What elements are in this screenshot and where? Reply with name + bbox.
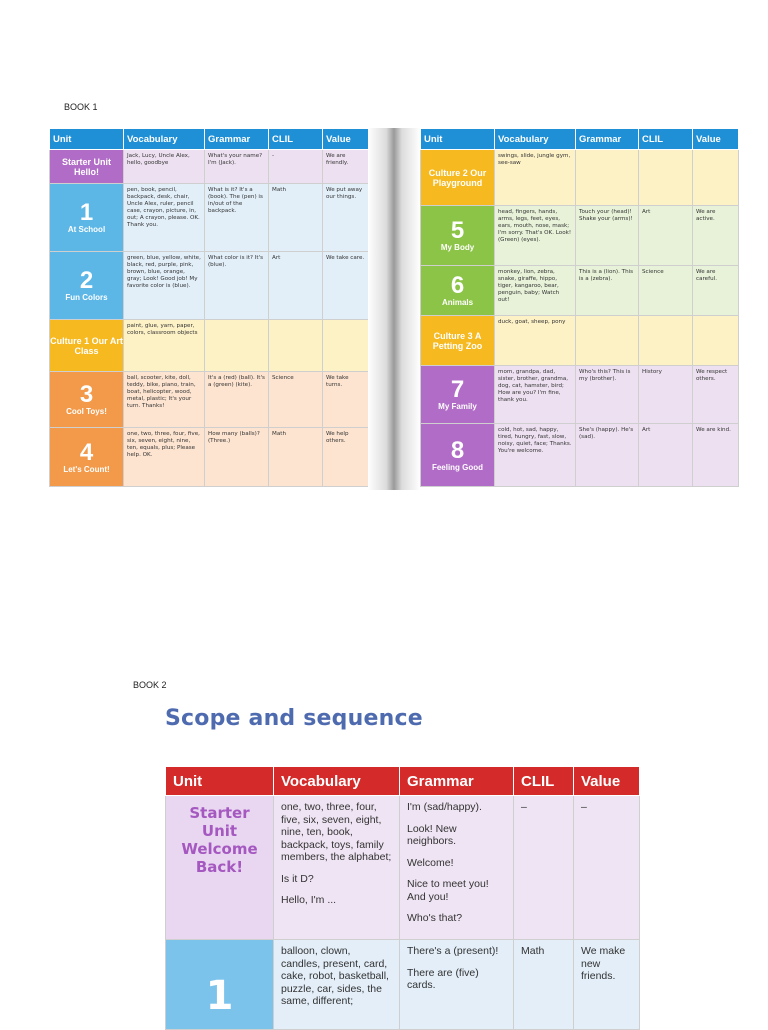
unit-cell: [421, 366, 495, 424]
vocabulary-cell: duck, goat, sheep, pony: [495, 316, 576, 366]
clil-cell: Math: [514, 940, 574, 1030]
grammar-text: I'm (sad/happy).: [407, 801, 482, 813]
grammar-cell: [205, 320, 269, 372]
vocabulary-cell: head, fingers, hands, arms, legs, feet, eyes, ears, mouth, nose, mask; I'm sorry. That's OK. Look! (Green) (eyes).: [495, 206, 576, 266]
unit-cell: [421, 316, 495, 366]
book1-left-row: [50, 428, 369, 487]
vocabulary-text: one, two, three, four, five, six, seven, eight, nine, ten, book, backpack, toys, family members, the alphabet;: [281, 801, 392, 863]
book1-left-header-unit: Unit: [50, 129, 124, 150]
grammar-cell: This is a (lion). This is a (zebra).: [576, 266, 639, 316]
clil-cell: Art: [639, 424, 693, 487]
page-title: Scope and sequence: [165, 706, 423, 731]
value-cell: We help others.: [323, 428, 369, 487]
grammar-cell: [400, 796, 514, 940]
value-cell: We take care.: [323, 252, 369, 320]
book1-right-table: [420, 128, 739, 487]
book1-right-header-grammar: Grammar: [576, 129, 639, 150]
unit-number: 6: [450, 272, 465, 299]
unit-cell: [50, 150, 124, 184]
grammar-text: Look! New neighbors.: [407, 822, 457, 847]
grammar-cell: It's a (red) (ball). It's a (green) (kite).: [205, 372, 269, 428]
book2-header-vocabulary: Vocabulary: [274, 767, 400, 796]
vocabulary-cell: green, blue, yellow, white, black, red, purple, pink, brown, blue, orange, gray; Look! Good job! My favorite color is (blue).: [124, 252, 205, 320]
book1-right-row: [421, 150, 739, 206]
book1-left-table: [49, 128, 369, 487]
grammar-cell: [400, 940, 514, 1030]
unit-name: Cool Toys!: [66, 407, 107, 416]
book1-left-header-grammar: Grammar: [205, 129, 269, 150]
unit-name: At School: [67, 225, 106, 234]
unit-cell: [50, 372, 124, 428]
unit-name: Starter Unit Hello!: [61, 156, 111, 177]
vocabulary-cell: monkey, lion, zebra, snake, giraffe, hippo, tiger, kangaroo, bear, penguin, baby; Watch out!: [495, 266, 576, 316]
vocabulary-cell: Jack, Lucy, Uncle Alex, hello, goodbye: [124, 150, 205, 184]
book1-right-row: [421, 424, 739, 487]
clil-cell: Art: [639, 206, 693, 266]
unit-number: 3: [79, 381, 94, 408]
book-gutter: [368, 128, 420, 490]
unit-name: Feeling Good: [431, 462, 484, 472]
grammar-text: There's a (present)!: [407, 945, 499, 957]
book1-right-row: [421, 266, 739, 316]
clil-cell: Art: [269, 252, 323, 320]
book2-label: BOOK 2: [133, 680, 167, 690]
unit-name: Unit: [201, 822, 238, 840]
grammar-text: Who's that?: [407, 912, 463, 924]
vocabulary-cell: paint, glue, yarn, paper, colors, classroom objects: [124, 320, 205, 372]
vocabulary-cell: cold, hot, sad, happy, tired, hungry, fast, slow, noisy, quiet, face; Thanks. You're welcome.: [495, 424, 576, 487]
vocabulary-text: Is it D?: [281, 872, 314, 885]
grammar-text: There are (five) cards.: [407, 966, 479, 991]
book1-left-header-row: [50, 129, 369, 150]
unit-name: Fun Colors: [65, 293, 108, 302]
value-cell: We are active.: [693, 206, 739, 266]
vocabulary-cell: mom, grandpa, dad, sister, brother, grandma, dog, cat, hamster, bird; How are you? I'm fine, thank you.: [495, 366, 576, 424]
clil-cell: [639, 150, 693, 206]
clil-cell: Science: [639, 266, 693, 316]
grammar-cell: What's your name? I'm (Jack).: [205, 150, 269, 184]
grammar-text: Nice to meet you! And you!: [407, 878, 489, 903]
clil-cell: [269, 320, 323, 372]
unit-cell: [166, 796, 274, 940]
clil-cell: [639, 316, 693, 366]
value-cell: [323, 320, 369, 372]
unit-number: 4: [79, 438, 94, 466]
unit-name: My Body: [440, 243, 475, 252]
value-cell: We are friendly.: [323, 150, 369, 184]
book1-left-row: [50, 372, 369, 428]
book1-right-row: [421, 366, 739, 424]
value-cell: We are kind.: [693, 424, 739, 487]
vocabulary-cell: [274, 940, 400, 1030]
value-cell: We are careful.: [693, 266, 739, 316]
clil-cell: –: [514, 796, 574, 940]
unit-cell: [50, 428, 124, 487]
unit-name: Let's Count!: [63, 464, 110, 474]
book2-table: [165, 766, 640, 1030]
vocabulary-text: balloon, clown, candles, present, card, cake, robot, basketball, puzzle, car, sides, the same, different;: [281, 945, 389, 1007]
book2-header-unit: Unit: [166, 767, 274, 796]
unit-name: Culture 3 A Petting Zoo: [432, 330, 483, 351]
book1-spread: [49, 128, 738, 487]
book2-header-clil: CLIL: [514, 767, 574, 796]
vocabulary-cell: one, two, three, four, five, six, seven, eight, nine, ten, equals, plus; Please help. OK.: [124, 428, 205, 487]
value-cell: We respect others.: [693, 366, 739, 424]
unit-name: Back!: [195, 858, 244, 876]
book2-row: [166, 940, 640, 1030]
grammar-text: Welcome!: [407, 856, 454, 869]
unit-name: My Family: [438, 402, 477, 411]
unit-name: Welcome: [181, 840, 258, 858]
vocabulary-cell: pen, book, pencil, backpack, desk, chair, Uncle Alex, ruler, pencil case, crayon, picture, in, out; A crayon, please. OK. Thank you.: [124, 184, 205, 252]
book1-label: BOOK 1: [64, 102, 98, 112]
grammar-cell: What is it? It's a (book). The (pen) is in/out of the backpack.: [205, 184, 269, 252]
book1-left-header-clil: CLIL: [269, 129, 323, 150]
book1-right-header-clil: CLIL: [639, 129, 693, 150]
book1-right-row: [421, 206, 739, 266]
clil-cell: History: [639, 366, 693, 424]
unit-name: Culture 1 Our Art Class: [50, 335, 123, 356]
book2-header-grammar: Grammar: [400, 767, 514, 796]
unit-number: 8: [450, 436, 465, 464]
grammar-cell: What color is it? It's (blue).: [205, 252, 269, 320]
value-cell: [693, 316, 739, 366]
book1-left-row: [50, 150, 369, 184]
book1-left-header-vocabulary: Vocabulary: [124, 129, 205, 150]
vocabulary-cell: [274, 796, 400, 940]
unit-number: 1: [205, 973, 234, 1019]
grammar-cell: She's (happy). He's (sad).: [576, 424, 639, 487]
unit-cell: [421, 266, 495, 316]
unit-number: 2: [79, 267, 94, 294]
book1-left-row: [50, 252, 369, 320]
value-cell: [693, 150, 739, 206]
book1-right-row: [421, 316, 739, 366]
unit-cell: [421, 150, 495, 206]
grammar-cell: Touch your (head)! Shake your (arms)!: [576, 206, 639, 266]
unit-cell: [50, 184, 124, 252]
grammar-cell: How many (balls)? (Three.): [205, 428, 269, 487]
book1-left-row: [50, 320, 369, 372]
book1-right-header-unit: Unit: [421, 129, 495, 150]
unit-cell: [421, 424, 495, 487]
unit-number: 1: [79, 199, 94, 226]
clil-cell: Math: [269, 428, 323, 487]
vocabulary-cell: ball, scooter, kite, doll, teddy, bike, piano, train, boat, helicopter, wood, metal, plastic; It's your turn. Thanks!: [124, 372, 205, 428]
book2-row: [166, 796, 640, 940]
clil-cell: Science: [269, 372, 323, 428]
book1-left-header-value: Value: [323, 129, 369, 150]
value-cell: We take turns.: [323, 372, 369, 428]
clil-cell: -: [269, 150, 323, 184]
grammar-cell: [576, 150, 639, 206]
vocabulary-cell: swings, slide, jungle gym, see-saw: [495, 150, 576, 206]
unit-number: 7: [450, 376, 465, 403]
book2-header-row: [166, 767, 640, 796]
clil-cell: Math: [269, 184, 323, 252]
unit-name: Culture 2 Our Playground: [428, 167, 487, 188]
value-cell: –: [574, 796, 640, 940]
unit-cell: [421, 206, 495, 266]
book1-right-header-row: [421, 129, 739, 150]
unit-name: Animals: [441, 298, 474, 307]
value-cell: We make new friends.: [574, 940, 640, 1030]
grammar-cell: [576, 316, 639, 366]
book1-left-row: [50, 184, 369, 252]
unit-cell: [166, 940, 274, 1030]
grammar-cell: Who's this? This is my (brother).: [576, 366, 639, 424]
book2-header-value: Value: [574, 767, 640, 796]
vocabulary-text: Hello, I'm ...: [281, 894, 337, 906]
unit-number: 5: [450, 217, 465, 244]
unit-cell: [50, 252, 124, 320]
value-cell: We put away our things.: [323, 184, 369, 252]
unit-cell: [50, 320, 124, 372]
book1-right-header-value: Value: [693, 129, 739, 150]
unit-name: Starter: [189, 804, 250, 822]
book1-right-header-vocabulary: Vocabulary: [495, 129, 576, 150]
